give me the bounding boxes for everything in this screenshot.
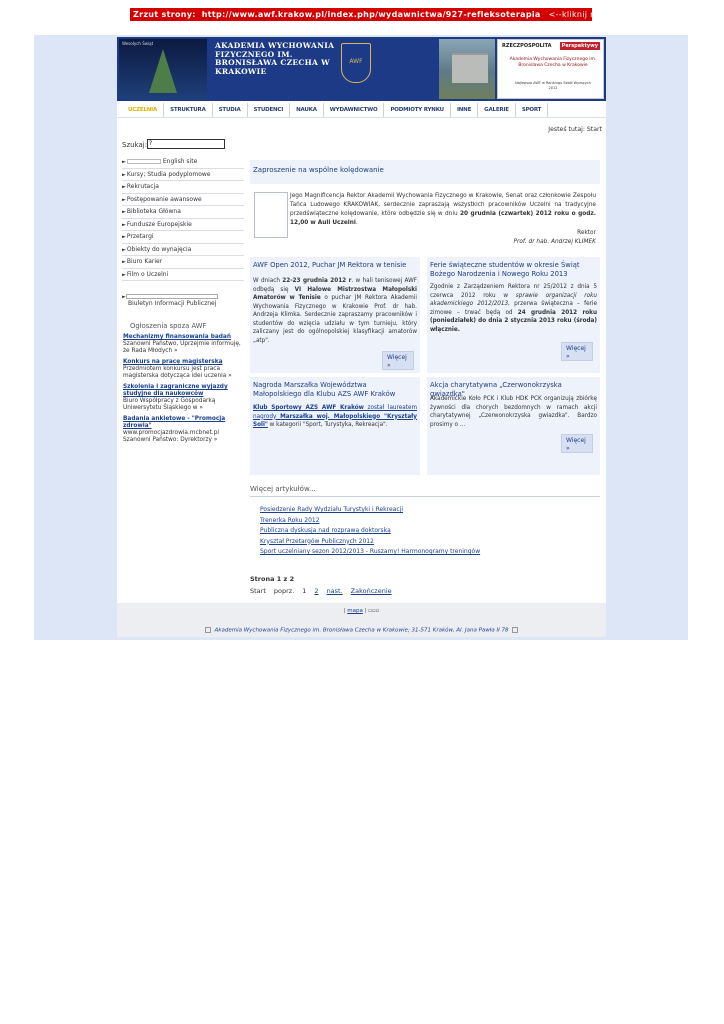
bip-logo [126, 294, 218, 299]
menu-item[interactable] [122, 194, 244, 207]
read-more-button[interactable]: Więcej » [561, 434, 593, 453]
nav-tab-wydawnictwo[interactable]: WYDAWNICTWO [324, 103, 385, 117]
lead-article-title[interactable]: Zaproszenie na wspólne kolędowanie [253, 166, 384, 174]
lead-article-body [250, 184, 600, 260]
more-article-link[interactable]: Trenerka Roku 2012 [260, 516, 320, 524]
menu-item-label: Rekrutacja [126, 183, 159, 190]
ad-title: Akademia Wychowania Fizycznego im. Bronisława Czecha w Krakowie [509, 57, 597, 68]
menu-item-label: Fundusze Europejskie [126, 220, 192, 228]
url-prefix: Zrzut strony: [133, 10, 196, 19]
screenshot-url-bar[interactable] [130, 8, 635, 21]
bullet-icon: ► [122, 259, 126, 265]
article-image [254, 192, 288, 238]
menu-item[interactable] [122, 156, 244, 169]
menu-item[interactable] [122, 181, 244, 194]
announcement-item [123, 334, 245, 355]
bullet-icon: ► [122, 184, 126, 190]
url-hint: <--kliknij na adresie [548, 10, 635, 19]
announcement-title[interactable]: Mechanizmy finansowania badań [123, 334, 231, 340]
pagination-page-2[interactable]: 2 [314, 587, 319, 595]
menu-item[interactable] [122, 256, 244, 269]
menu-item-label: English site [162, 158, 198, 165]
nav-tab-sport[interactable]: SPORT [516, 103, 548, 117]
search-label: Szukaj: [122, 141, 148, 149]
bullet-icon: ► [122, 159, 126, 165]
menu-item-label: Biblioteka Główna [126, 208, 181, 215]
more-article-link[interactable]: Kryształ Przetargów Publicznych 2012 [260, 537, 374, 545]
footer-separator: | [343, 608, 346, 614]
menu-item[interactable] [122, 206, 244, 219]
article-card-title[interactable]: Ferie świąteczne studentów w okresie Świąt Bożego Narodzenia i Nowego Roku 2013 [430, 261, 580, 278]
menu-item-label: Przetargi [126, 233, 154, 240]
menu-item-label: Film o Uczelni [126, 270, 169, 278]
bullet-icon: ► [122, 209, 126, 215]
sitemap-link[interactable]: mapa [347, 608, 363, 614]
nav-tab-studenci[interactable]: STUDENCI [248, 103, 291, 117]
announcement-item [123, 416, 245, 444]
announcement-item [123, 359, 245, 380]
ad-subtitle: Najlepsza AWF w Rankingu Szkół Wyższych 2012 [515, 81, 591, 90]
nav-tab-podmioty-rynku[interactable]: PODMIOTY RYNKU [384, 103, 450, 117]
footer [117, 603, 606, 637]
lead-article-text: Jego Magnificencja Rektor Akademii Wychowania Fizycznego w Krakowie, Senat oraz członkowie Zespołu Tańca Ludowego KRAKOWIAK, serdecznie zapraszają wszystkich pracowników Uczelni na tradycyjne przedświąteczne kolędowanie, które odbędzie się w dniu 20 grudnia (czwartek) 2012 roku o godz. 12,00 w Auli Uczelni. [290, 193, 596, 226]
header-banner[interactable] [117, 37, 606, 101]
christmas-tree-image [119, 39, 207, 99]
read-more-button[interactable]: Więcej » [561, 342, 593, 361]
menu-item[interactable] [122, 219, 244, 232]
menu-item[interactable] [122, 244, 244, 257]
article-card-text: W dniach 22-23 grudnia 2012 r. w hali tenisowej AWF odbędą się VI Halowe Mistrzostwa Małopolski Amatorów w Tenisie o puchar JM Rektora Akademii Wychowania Fizycznego w Krakowie Prof. dr hab. Andrzeja Klimka. Serdecznie zapraszamy pracowników i studentów do wzięcia udziału w tym turnieju, który zaliczany jest do ogólnopolskiej klasyfikacji amatorów „atp". [253, 278, 417, 344]
announcements-heading: Ogłoszenia spoza AWF [130, 322, 207, 330]
more-articles-list [260, 505, 480, 558]
university-seal-icon: AWF [341, 43, 371, 83]
main-nav [122, 103, 548, 117]
more-article-link[interactable]: Publiczna dyskusja nad rozprawą doktorską [260, 527, 391, 534]
menu-item-label: Postępowanie awansowe [126, 195, 202, 203]
menu-item-label: Obiekty do wynajęcia [126, 245, 192, 253]
search-input[interactable]: ? [147, 139, 225, 149]
lead-article-role: Rektor [577, 230, 596, 236]
article-card-text: Klub Sportowy AZS AWF Kraków został laureatem nagrody Marszałka woj. Małopolskiego "Kryształy Soli" w kategorii "Sport, Turystyka, Rekreacja". [253, 405, 418, 428]
announcement-item [123, 384, 245, 412]
more-article-link[interactable]: Posiedzenie Rady Wydziału Turystyki i Rekreacji [260, 506, 403, 513]
menu-item[interactable] [122, 231, 244, 244]
footer-icon-left [205, 627, 211, 633]
pagination-start: Start [250, 587, 266, 595]
nav-tab-galerie[interactable]: GALERIE [478, 103, 516, 117]
menu-item[interactable] [122, 169, 244, 182]
bip-label: Biuletyn Informacji Publicznej [128, 300, 217, 307]
footer-icon-right [512, 627, 518, 633]
building-image [452, 53, 488, 83]
announcement-title[interactable]: Badania ankietowe - "Promocja zdrowia" [123, 416, 226, 429]
announcement-title[interactable]: Konkurs na pracę magisterską [123, 359, 223, 365]
announcement-text: Przedmiotem konkursu jest praca magisterska dotycząca idei uczenia » [123, 366, 232, 379]
article-card-text: Zgodnie z Zarządzeniem Rektora nr 25/2012 z dnia 5 czerwca 2012 roku w sprawie organizacji roku akademickiego 2012/2013, przerwa świąteczna – ferie zimowe – trwać będą od 24 grudnia 2012 roku (poniedziałek) do dnia 2 stycznia 2013 roku (środa) włącznie. [430, 284, 598, 333]
article-card [250, 377, 420, 475]
ad-brand-left: RZECZPOSPOLITA [502, 43, 552, 49]
bullet-icon: ► [122, 271, 126, 278]
footer-address [117, 627, 606, 634]
article-card [250, 257, 420, 373]
footer-address-text: Akademia Wychowania Fizycznego im. Bronisława Czecha w Krakowie; 31-571 Kraków, Al. Jana Pawła II 78 [214, 627, 509, 634]
article-card-title[interactable]: Nagroda Marszałka Województwa Małopolskiego dla Klubu AZS AWF Kraków [253, 381, 396, 398]
bullet-icon: ► [122, 196, 126, 203]
menu-item-label: Kursy; Studia podyplomowe [126, 170, 211, 178]
nav-tab-studia[interactable]: STUDIA [213, 103, 248, 117]
article-card [427, 377, 600, 475]
ranking-ad[interactable] [497, 39, 604, 99]
url-link[interactable]: http://www.awf.krakow.pl/index.php/wydawnictwa/927-refleksoterapia [201, 10, 541, 19]
read-more-button[interactable]: Więcej » [382, 351, 414, 370]
nav-tab-nauka[interactable]: NAUKA [290, 103, 324, 117]
nav-tab-uczelnia[interactable]: UCZELNIA [122, 103, 164, 117]
nav-tab-inne[interactable]: INNE [451, 103, 478, 117]
lead-article [250, 160, 600, 260]
menu-item[interactable] [122, 269, 244, 282]
nav-divider [117, 117, 606, 118]
page-count: Strona 1 z 2 [250, 575, 295, 583]
more-article-link[interactable]: Sport uczelniany sezon 2012/2013 - Ruszamy! Harmonogramy treningów [260, 548, 481, 555]
announcement-text: Biuro Współpracy z Gospodarką Uniwersytetu Śląskiego w » [123, 398, 216, 411]
announcement-text: www.promocjazdrowia.mcbnet.pl Szanowni Państwo: Dyrektorzy » [123, 430, 219, 443]
pagination-page-1: 1 [302, 587, 307, 595]
left-menu [122, 156, 244, 281]
announcements-list [123, 334, 245, 448]
announcement-title[interactable]: Szkolenia i zagraniczne wyjazdy studyjne dla naukowców [123, 384, 228, 397]
pagination-next[interactable]: nast. [326, 587, 343, 595]
bullet-icon: ► [122, 234, 126, 240]
announcement-text: Szanowni Państwo, Uprzejmie informuję, że Rada Młodych » [123, 341, 241, 354]
tree-caption: Wesołych Świąt [122, 41, 154, 46]
menu-item-label: Biuro Karier [126, 258, 163, 265]
article-card [427, 257, 600, 373]
university-title[interactable]: AKADEMIA WYCHOWANIA FIZYCZNEGO IM. BRONISŁAWA CZECHA W KRAKOWIE [215, 41, 335, 76]
article-card-text: Akademickie Koło PCK i Klub HDK PCK organizują zbiórkę żywności dla chorych bezdomnych w ramach akcji charytatywnej „Czerwonokrzyska gwiazdka". Bardzo prosimy o ... [430, 396, 597, 428]
pagination-end[interactable]: Zakończenie [350, 587, 392, 595]
pagination-prev: poprz. [273, 587, 295, 595]
english-flag-icon [127, 159, 161, 164]
footer-tail: | ▫▫▫ [364, 608, 380, 614]
bullet-icon: ► [122, 221, 126, 228]
ad-brand-right: Perspektywy [561, 43, 598, 49]
bullet-icon: ► [122, 246, 126, 253]
bip-link[interactable]: ► Biuletyn Informacji Publicznej [122, 293, 222, 307]
footer-links [117, 608, 606, 614]
lead-article-signature: Prof. dr hab. Andrzej KLIMEK [513, 239, 596, 245]
bullet-icon: ► [122, 171, 126, 178]
pagination [250, 587, 392, 595]
more-articles-heading: Więcej artykułów... [250, 485, 600, 497]
article-card-title[interactable]: AWF Open 2012, Puchar JM Rektora w tenisie [253, 261, 407, 269]
nav-tab-struktura[interactable]: STRUKTURA [164, 103, 213, 117]
article-card-title[interactable]: Akcja charytatywna „Czerwonokrzyska gwiazdka" [430, 381, 562, 398]
breadcrumb: Jesteś tutaj: Start [548, 126, 602, 133]
